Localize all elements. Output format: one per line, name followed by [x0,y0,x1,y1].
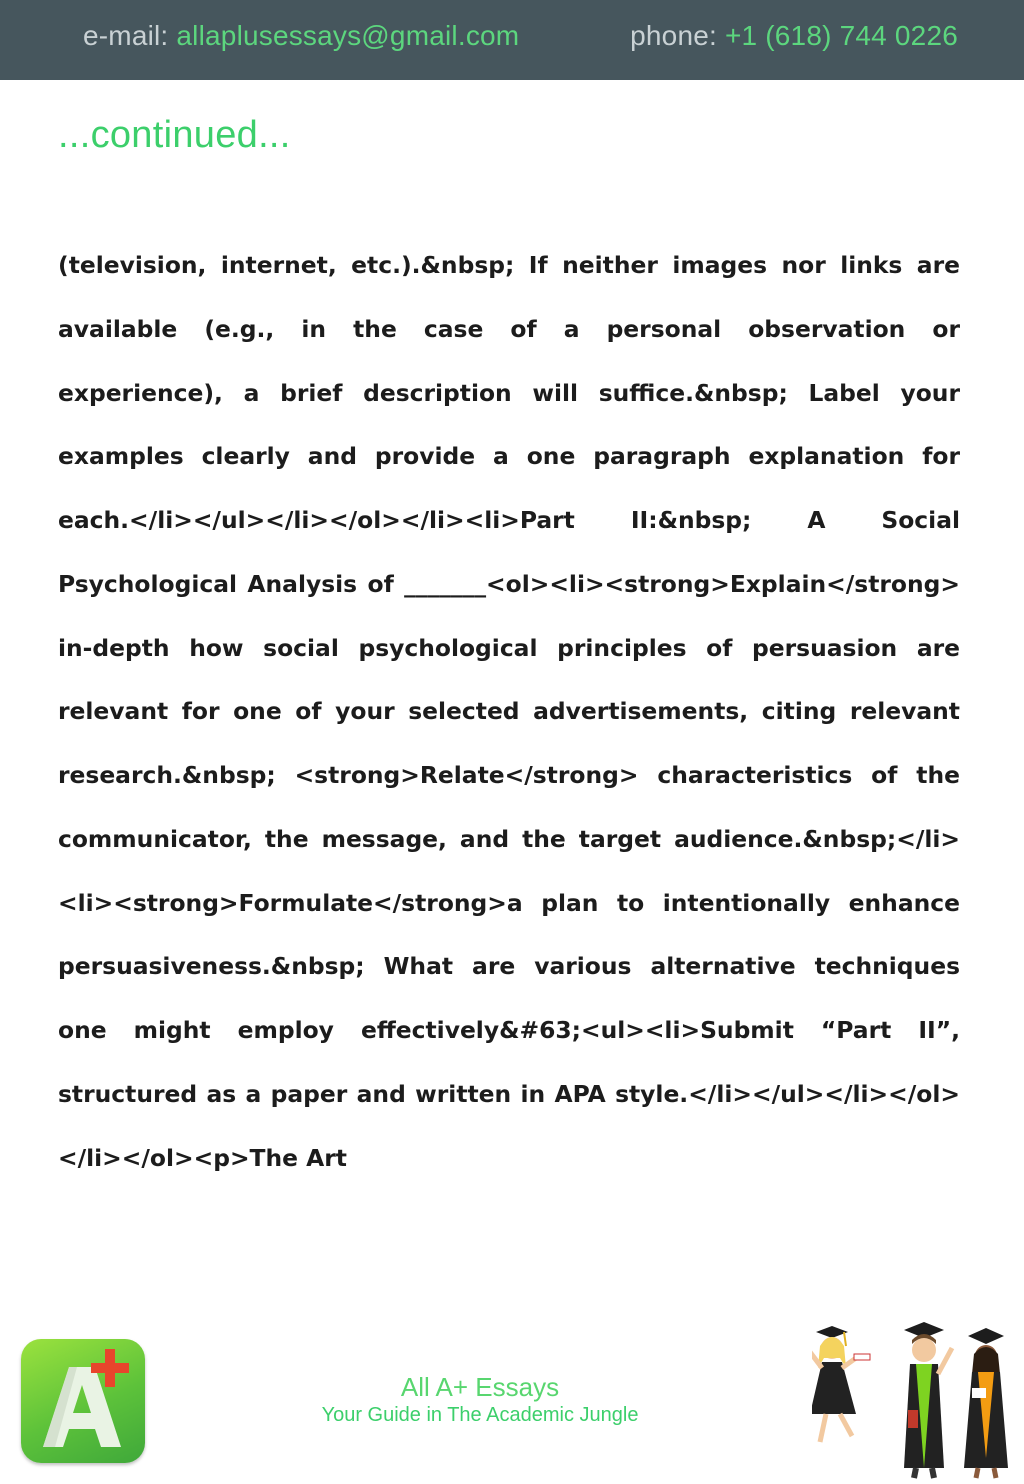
email-contact [83,20,519,52]
phone-contact [630,20,958,52]
page-header [0,0,1024,80]
phone-link[interactable]: +1 (618) 744 0226 [724,20,958,51]
continued-heading: ...continued... [58,114,291,156]
graduates-illustration [812,1318,1024,1479]
email-label: e-mail: [83,20,177,51]
brand-name: All A+ Essays [400,1372,560,1402]
email-link[interactable]: allaplusessays@gmail.com [176,20,520,51]
brand-tagline: Your Guide in The Academic Jungle [321,1404,639,1426]
phone-label: phone: [630,20,725,51]
body-paragraph: (television, internet, etc.).&nbsp; If neither images nor links are available (e.g., in the case of a personal observation or experience), a brief description will suffice.&nbsp; Label your examples clearly and provide a one paragraph explanation for each.</li></ul></li></ol></li><li>Part II:&nbsp; A Social Psychological Analysis of _______<ol><li><strong>Explain</strong> in-depth how social psychological principles of persuasion are relevant for one of your selected advertisements, citing relevant research.&nbsp; <strong>Relate</strong> characteristics of the communicator, the message, and the target audience.&nbsp;</li><li><strong>Formulate</strong>a plan to intentionally enhance persuasiveness.&nbsp; What are various alternative techniques one might employ effectively&#63;<ul><li>Submit “Part II”, structured as a paper and written in APA style.</li></ul></li></ol></li></ol><p>The Art [58,251,960,1172]
